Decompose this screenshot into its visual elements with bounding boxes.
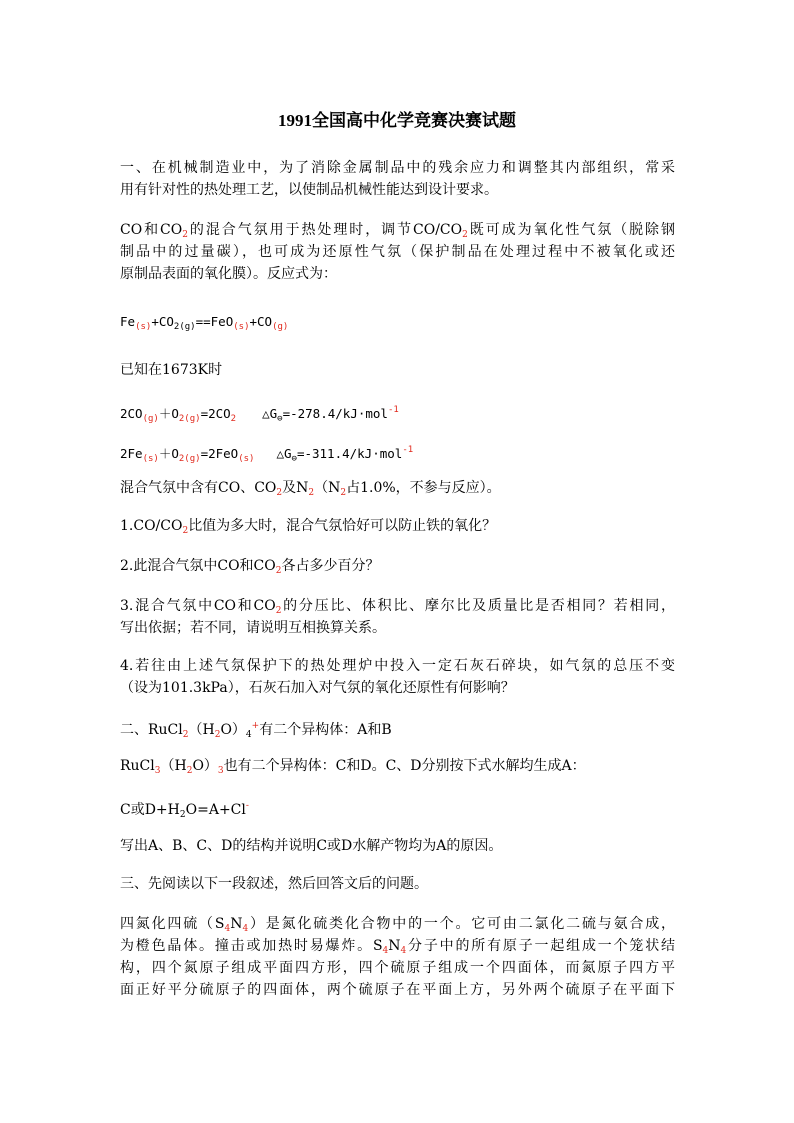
paragraph-line: 面正好平分硫原子的四面体，两个硫原子在平面上方，另外两个硫原子在平面下 [120, 982, 675, 998]
paragraph-line: 已知在1673K时 [120, 362, 223, 378]
equation-reaction: $Fe_{(s)}+CO_{2(g)}==FeO_{(s)}+CO_{(g)}$ [120, 314, 289, 332]
paragraph-line: 写出A、B、C、D的结构并说明C或D水解产物均为A的原因。 [120, 838, 503, 854]
equation-hydrolysis: C或$D+H_2O=A+Cl^-$ [120, 801, 249, 820]
paragraph-line: （设为101.3kPa），石灰石加入对气氛的氧化还原性有何影响？ [120, 680, 515, 696]
paragraph-line: 原制品表面的氧化膜）。反应式为： [120, 266, 337, 282]
question-4: 4.若往由上述气氛保护下的热处理炉中投入一定石灰石碎块，如气氛的总压不变 [120, 658, 675, 674]
paragraph-line: 用有针对性的热处理工艺，以使制品机械性能达到设计要求。 [120, 182, 498, 198]
paragraph-line: 混合气氛中含有CO、$CO_2$及$N_2(N_2$占1.0%，不参与反应）。 [120, 480, 501, 498]
section-2-line: 二、$RuCl_2(H_2O)_4^+$有二个异构体：A和B [120, 721, 392, 740]
question-3: 3.混合气氛中CO和$CO_2$的分压比、体积比、摩尔比及质量比是否相同？若相同， [120, 598, 675, 616]
paragraph-line: 构，四个氮原子组成平面四方形，四个硫原子组成一个四面体，而氮原子四方平 [120, 960, 675, 976]
question-2: 2.此混合气氛中CO和$CO_2$各占多少百分？ [120, 558, 380, 576]
question-1: $1.CO/CO_2$比值为多大时，混合气氛恰好可以防止铁的氧化？ [120, 518, 497, 536]
section-3-heading: 三、先阅读以下一段叙述，然后回答文后的问题。 [120, 876, 428, 892]
paragraph-line: 制品中的过量碳），也可成为还原性气氛（保护制品在处理过程中不被氧化或还 [120, 244, 675, 260]
equation-fe-oxidation: $2Fe_{(s)}+O_{2(g)}=2FeO_{(s)}$ $\triangle G_⊖=-311.4/kJ\cdot mol^{-1}$ [120, 445, 414, 464]
page-title: 1991全国高中化学竞赛决赛试题 [278, 111, 516, 130]
paragraph-line: CO和$CO_2$的混合气氛用于热处理时，调节$CO/CO_2$既可成为氧化性气氛（脱除钢 [120, 222, 675, 240]
paragraph-line: 为橙色晶体。撞击或加热时易爆炸。$S_4N_4$分子中的所有原子一起组成一个笼状结 [120, 938, 675, 956]
paragraph-line: 写出依据；若不同，请说明互相换算关系。 [120, 620, 386, 636]
paragraph-line: 四氮化四硫$(S_4N_4)$是氮化硫类化合物中的一个。它可由二氯化二硫与氨合成， [120, 916, 676, 934]
paragraph-line: 一、在机械制造业中，为了消除金属制品中的残余应力和调整其内部组织，常采 [120, 160, 675, 176]
paragraph-line: $RuCl_3(H_2O)_3$也有二个异构体：C和D。C、D分别按下式水解均生成A： [120, 758, 586, 776]
equation-co-oxidation: $2CO_{(g)}+O_{2(g)}=2CO_2$ $\triangle G_⊖=-278.4/kJ\cdot mol^{-1}$ [120, 405, 399, 424]
